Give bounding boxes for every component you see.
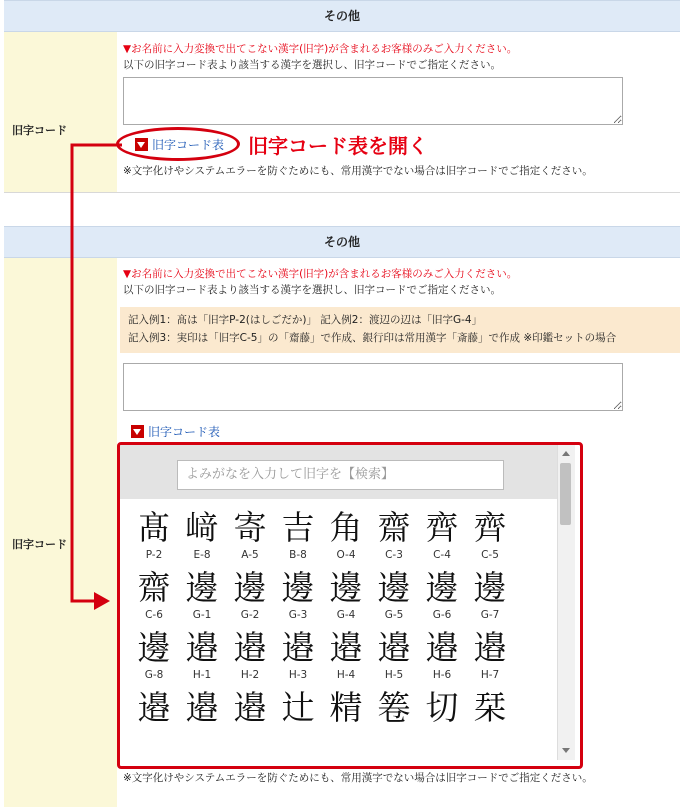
kanji-code: G-3 [288, 609, 308, 621]
kanji-code: H-7 [480, 669, 500, 681]
kanji-code: G-1 [192, 609, 212, 621]
kanji-character: 吉 [281, 508, 315, 547]
kanji-character: 邊 [329, 568, 363, 607]
kanji-code: H-2 [240, 669, 260, 681]
kanji-character: 邊 [137, 628, 171, 667]
kanji-code: H-5 [384, 669, 404, 681]
kanji-character: 齋 [137, 568, 171, 607]
kanji-code: E-8 [193, 549, 211, 561]
kanji-code: P-2 [145, 549, 163, 561]
kanji-character: 邉 [185, 688, 219, 727]
kanji-code: G-2 [240, 609, 260, 621]
kanji-character: 邉 [329, 628, 363, 667]
section2-label: 旧字コード [12, 538, 67, 551]
kanji-character: 切 [425, 688, 459, 727]
kanji-character: 邊 [473, 568, 507, 607]
kanji-character: 邊 [377, 568, 411, 607]
entry-example-line-1: 記入例1：髙は「旧字P-2(はしごだか)」 記入例2：渡辺の辺は「旧字G-4」 [128, 314, 483, 326]
kanji-character: 邊 [185, 568, 219, 607]
kanji-code: G-6 [432, 609, 452, 621]
kanji-character: 邉 [281, 628, 315, 667]
kanji-code: H-6 [432, 669, 452, 681]
kanji-code: C-6 [145, 609, 163, 621]
kanji-character: 齊 [473, 508, 507, 547]
entry-example-line-2: 記入例3：実印は「旧字C-5」の「齋藤」で作成、銀行印は常用漢字「斎藤」で作成 ※印鑑セットの場合 [128, 332, 617, 344]
kanji-code: G-4 [336, 609, 356, 621]
section2-header: その他 [4, 226, 680, 258]
kanji-code: G-5 [384, 609, 404, 621]
kanji-character: 寄 [233, 508, 267, 547]
kanji-character: 箞 [377, 688, 411, 727]
kanji-character: 邊 [425, 568, 459, 607]
section2-warning: ▼お名前に入力変換で出てこない漢字(旧字)が含まれるお客様のみご入力ください。 [123, 268, 518, 280]
kanji-character: 邊 [233, 568, 267, 607]
kanji-character: 邉 [233, 688, 267, 727]
kanji-code: H-4 [336, 669, 356, 681]
kanji-search-input[interactable]: よみがなを入力して旧字を【検索】 [177, 460, 504, 490]
kanji-character: 邊 [281, 568, 315, 607]
kanji-character: 髙 [137, 508, 171, 547]
kanji-code: O-4 [336, 549, 356, 561]
kanji-character: 邉 [137, 688, 171, 727]
section1-label: 旧字コード [12, 124, 67, 137]
section2-footnote: ※文字化けやシステムエラーを防ぐためにも、常用漢字でない場合は旧字コードでご指定ください。 [123, 772, 593, 784]
kanji-character: 邉 [473, 628, 507, 667]
kanji-character: 齋 [377, 508, 411, 547]
kanji-code: G-7 [480, 609, 500, 621]
section1-instruction: 以下の旧字コード表より該当する漢字を選択し、旧字コードでご指定ください。 [123, 59, 501, 71]
kanji-character: 邉 [377, 628, 411, 667]
section2-instruction: 以下の旧字コード表より該当する漢字を選択し、旧字コードでご指定ください。 [123, 284, 501, 296]
kanji-character: 辻 [281, 688, 315, 727]
kanji-character: 﨑 [185, 508, 219, 547]
kanji-character: 邉 [233, 628, 267, 667]
kanji-character: 齊 [425, 508, 459, 547]
section1-footnote: ※文字化けやシステムエラーを防ぐためにも、常用漢字でない場合は旧字コードでご指定ください。 [123, 165, 593, 177]
section1-link-text: 旧字コード表 [152, 138, 225, 152]
kanji-code: G-8 [144, 669, 164, 681]
open-code-table-callout: 旧字コード表を開く [248, 134, 428, 158]
section1-warning: ▼お名前に入力変換で出てこない漢字(旧字)が含まれるお客様のみご入力ください。 [123, 43, 518, 55]
kanji-code: A-5 [241, 549, 259, 561]
kanji-character: 角 [329, 508, 363, 547]
kanji-code: B-8 [289, 549, 307, 561]
kanji-character: 邉 [185, 628, 219, 667]
kanji-code: H-3 [288, 669, 308, 681]
kanji-character: 邉 [425, 628, 459, 667]
kanji-character: 精 [329, 688, 363, 727]
section2-link-text: 旧字コード表 [148, 425, 221, 439]
kanji-code: H-1 [192, 669, 212, 681]
kanji-code: C-5 [481, 549, 499, 561]
section1-header: その他 [4, 0, 680, 32]
kanji-code: C-4 [433, 549, 451, 561]
kanji-code: C-3 [385, 549, 403, 561]
kanji-character: 栞 [473, 688, 507, 727]
